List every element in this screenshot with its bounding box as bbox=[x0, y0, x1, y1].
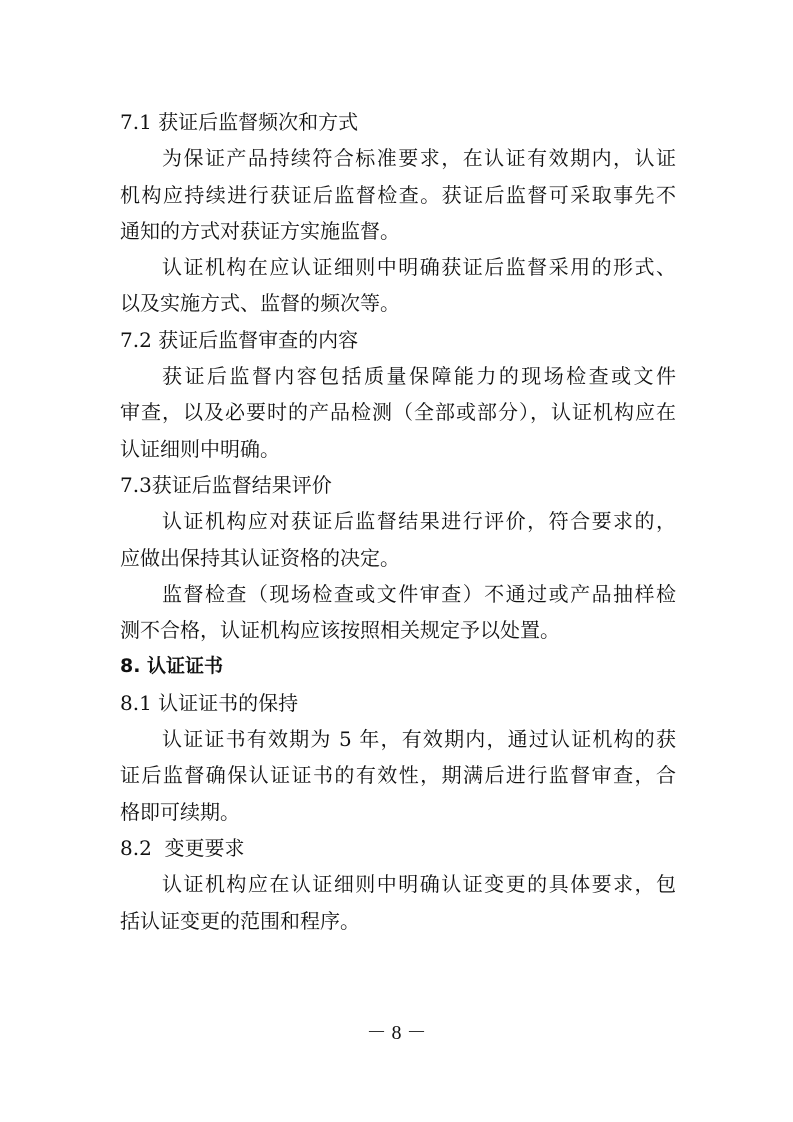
paragraph-line: 括认证变更的范围和程序。 bbox=[120, 908, 360, 933]
paragraph-line: 认证机构应在认证细则中明确认证变更的具体要求，包 bbox=[162, 872, 676, 897]
paragraph-line: 认证机构在应认证细则中明确获证后监督采用的形式、 bbox=[162, 255, 676, 280]
paragraph-line: 监督检查（现场检查或文件审查）不通过或产品抽样检 bbox=[162, 581, 676, 606]
paragraph-line: 证后监督确保认证证书的有效性，期满后进行监督审查，合 bbox=[120, 763, 676, 788]
page-number: － 8 － bbox=[366, 1022, 427, 1044]
paragraph-line: 格即可续期。 bbox=[120, 799, 240, 824]
chapter-heading-8: 8. 认证证书 bbox=[120, 655, 224, 678]
paragraph-line: 认证细则中明确。 bbox=[120, 436, 280, 461]
paragraph-line: 应做出保持其认证资格的决定。 bbox=[120, 545, 400, 570]
section-heading-8-2: 8.2 变更要求 bbox=[120, 835, 245, 860]
section-heading-8-1: 8.1 认证证书的保持 bbox=[120, 690, 299, 715]
section-heading-7-3: 7.3获证后监督结果评价 bbox=[120, 472, 332, 497]
section-heading-7-1: 7.1 获证后监督频次和方式 bbox=[120, 110, 359, 134]
paragraph-line: 获证后监督内容包括质量保障能力的现场检查或文件 bbox=[162, 364, 676, 389]
paragraph-line: 认证机构应对获证后监督结果进行评价，符合要求的， bbox=[162, 509, 676, 534]
paragraph-line: 为保证产品持续符合标准要求，在认证有效期内，认证 bbox=[162, 146, 676, 171]
paragraph-line: 审查，以及必要时的产品检测（全部或部分），认证机构应在 bbox=[120, 400, 676, 425]
paragraph-line: 以及实施方式、监督的频次等。 bbox=[120, 291, 400, 316]
paragraph-line: 通知的方式对获证方实施监督。 bbox=[120, 218, 400, 243]
paragraph-line: 测不合格，认证机构应该按照相关规定予以处置。 bbox=[120, 618, 560, 643]
paragraph-line: 机构应持续进行获证后监督检查。获证后监督可采取事先不 bbox=[120, 182, 676, 207]
section-heading-7-2: 7.2 获证后监督审查的内容 bbox=[120, 327, 359, 352]
document-body bbox=[120, 104, 676, 939]
paragraph-line: 认证证书有效期为 5 年，有效期内，通过认证机构的获 bbox=[162, 727, 676, 752]
